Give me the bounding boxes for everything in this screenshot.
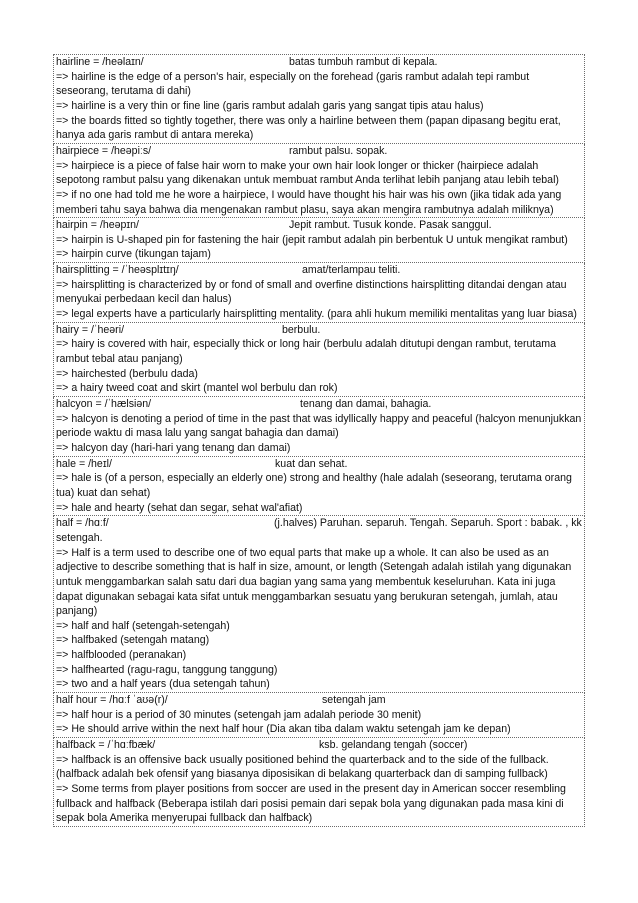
entry-line: => hairchested (berbulu dada)	[56, 367, 198, 380]
translation: amat/terlampau teliti.	[302, 264, 401, 277]
entry-line: => halfhearted (ragu-ragu, tanggung tanggung)	[56, 663, 278, 676]
entry-line: => legal experts have a particularly hairsplitting mentality. (para ahli hukum memiliki mentalitas yang luar biasa)	[56, 308, 577, 321]
headword: hairpiece = /heəpiːs/	[56, 144, 152, 157]
entry-hairpin	[53, 218, 585, 263]
entry-line: => hairy is covered with hair, especially thick or long hair (berbulu adalah ditutupi dengan rambut, terutama rambut tebal atau panjang)	[56, 338, 556, 366]
translation: (j.halves) Paruhan. separuh. Tengah. Separuh. Sport : babak. , kk setengah.	[56, 517, 582, 544]
translation: rambut palsu. sopak.	[289, 144, 388, 157]
headword: hale = /heɪl/	[56, 457, 112, 470]
entry-line: => hairline is a very thin or fine line (garis rambut adalah garis yang sangat tipis atau halus)	[56, 99, 484, 112]
entry-line: => hale and hearty (sehat dan segar, sehat wal'afiat)	[56, 501, 303, 514]
entry-header	[56, 397, 582, 412]
headword: half = /hɑːf/	[56, 517, 109, 530]
headword: hairline = /heəlaɪn/	[56, 56, 144, 68]
dictionary-page	[53, 54, 585, 827]
entry-hairsplitting	[53, 263, 585, 323]
entry-line: => half and half (setengah-setengah)	[56, 619, 230, 632]
entry-line: => if no one had told me he wore a hairpiece, I would have thought his hair was his own (jika tidak ada yang memberi tahu saya bahwa dia mengenakan rambut plasu, saya akan mengira rambutnya adalah miliknya)	[56, 188, 562, 216]
entry-halcyon	[53, 397, 585, 457]
entry-header	[56, 55, 582, 70]
entry-line: => the boards fitted so tightly together, there was only a hairline between them (papan dipasang begitu erat, hanya ada garis rambut di antara mereka)	[56, 114, 561, 142]
entry-hale	[53, 457, 585, 517]
translation: berbulu.	[282, 323, 321, 336]
entry-line: => hairsplitting is characterized by or fond of small and overfine distinctions hairsplitting ditandai dengan atau menyukai perbedaan kecil dan halus)	[56, 278, 567, 306]
entry-header	[56, 218, 582, 233]
entry-header	[56, 144, 582, 159]
entry-hairline	[53, 54, 585, 144]
entry-halfback	[53, 738, 585, 827]
headword: hairsplitting = /ˈheəsplɪtɪŋ/	[56, 264, 179, 277]
headword: hairpin = /heəpɪn/	[56, 219, 139, 232]
entry-half-hour	[53, 693, 585, 738]
translation: Jepit rambut. Tusuk konde. Pasak sanggul.	[289, 219, 492, 232]
entry-line: => two and a half years (dua setengah tahun)	[56, 678, 270, 691]
entry-line: => Some terms from player positions from soccer are used in the present day in American soccer resembling fullback and halfback (Beberapa istilah dari posisi pemain dari sepak bola yang digunakan pada masa kini di sepak bola Amerika menyerupai fullback dan halfback)	[56, 783, 566, 825]
translation: kuat dan sehat.	[275, 457, 348, 470]
entry-line: => He should arrive within the next half hour (Dia akan tiba dalam waktu setengah jam ke depan)	[56, 723, 511, 736]
entry-line: => halfblooded (peranakan)	[56, 649, 187, 662]
entry-header	[56, 457, 582, 472]
translation: tenang dan damai, bahagia.	[300, 398, 432, 411]
entry-line: => hale is (of a person, especially an elderly one) strong and healthy (hale adalah (seseorang, terutama orang tua) kuat dan sehat)	[56, 472, 572, 499]
entry-line: => hairpin is U-shaped pin for fastening the hair (jepit rambut adalah pin berbentuk U untuk mengikat rambut)	[56, 233, 568, 246]
entry-hairy	[53, 323, 585, 397]
entry-line: => half hour is a period of 30 minutes (setengah jam adalah periode 30 menit)	[56, 708, 422, 721]
entry-line: => hairline is the edge of a person's hair, especially on the forehead (garis rambut adalah tepi rambut seseorang, terutama di dahi)	[56, 70, 530, 98]
entry-half	[53, 516, 585, 693]
entry-line: => halfbaked (setengah matang)	[56, 634, 210, 647]
entry-header	[56, 738, 582, 753]
translation: batas tumbuh rambut di kepala.	[289, 56, 438, 68]
entry-header	[56, 263, 582, 278]
entry-line: => halfback is an offensive back usually positioned behind the quarterback and to the side of the fullback. (halfback adalah bek ofensif yang biasanya diposisikan di belakang quarterback dan di samping fullback)	[56, 753, 549, 781]
entry-line: => hairpiece is a piece of false hair worn to make your own hair look longer or thicker (hairpiece adalah sepotong rambut palsu yang dikenakan untuk membuat rambut Anda terlihat lebih panjang atau lebih tebal)	[56, 159, 559, 187]
entry-header	[56, 516, 582, 545]
headword: hairy = /ˈheəri/	[56, 323, 125, 336]
headword: halcyon = /ˈhælsiən/	[56, 398, 152, 411]
entry-hairpiece	[53, 144, 585, 218]
translation: setengah jam	[322, 694, 386, 707]
translation: ksb. gelandang tengah (soccer)	[319, 739, 468, 752]
headword: halfback = /ˈhɑːfbæk/	[56, 739, 156, 752]
entry-header	[56, 693, 582, 708]
entry-line: => halcyon is denoting a period of time in the past that was idyllically happy and peaceful (halcyon menunjukkan periode waktu di masa lalu yang sangat bahagia dan damai)	[56, 412, 582, 440]
entry-header	[56, 323, 582, 338]
entry-line: => Half is a term used to describe one of two equal parts that make up a whole. It can also be used as an adjective to describe something that is half in size, amount, or length (Setengah adalah istilah yang digunakan untuk menggambarkan salah satu dari dua bagian yang sama yang membentuk keseluruhan. Kata ini juga dapat digunakan sebagai kata sifat untuk menggambarkan sesuatu yang berukuran setengah, jumlah, atau panjang)	[56, 546, 572, 618]
entry-line: => a hairy tweed coat and skirt (mantel wol berbulu dan rok)	[56, 382, 338, 395]
headword: half hour = /hɑːf ˈaʊə(r)/	[56, 694, 168, 707]
entry-line: => halcyon day (hari-hari yang tenang dan damai)	[56, 441, 291, 454]
entry-line: => hairpin curve (tikungan tajam)	[56, 248, 211, 261]
